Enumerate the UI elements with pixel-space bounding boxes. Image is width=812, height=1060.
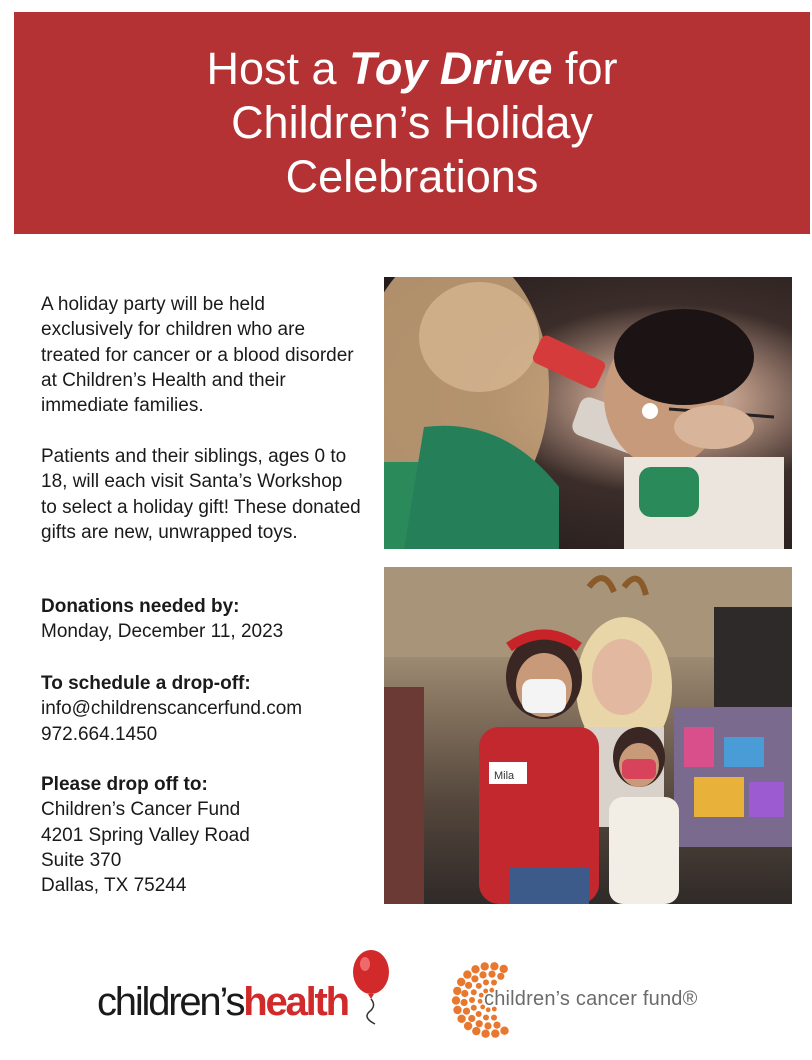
logo-dot	[479, 993, 484, 998]
childrens-health-wordmark	[97, 980, 348, 1025]
logo-dot	[500, 1027, 508, 1035]
schedule-block	[41, 671, 302, 747]
schedule-heading: To schedule a drop-off:	[41, 673, 251, 694]
logo-dot	[500, 965, 508, 973]
logo-dot	[465, 982, 472, 989]
logo-dot	[469, 997, 475, 1003]
title-banner	[14, 12, 810, 234]
deadline-heading: Donations needed by:	[41, 596, 240, 617]
logo-dot	[476, 1011, 482, 1017]
ccf-wordmark: children’s cancer fund®	[484, 988, 698, 1010]
logo-dot	[453, 1006, 461, 1014]
logo-dot	[481, 1030, 489, 1038]
face-painting-photo	[384, 277, 792, 549]
title-text: for	[552, 43, 618, 94]
logo-dot	[483, 1015, 489, 1021]
logo-dot	[476, 983, 482, 989]
contact-email[interactable]: info@childrenscancerfund.com	[41, 698, 303, 720]
intro-paragraph-1: A holiday party will be held exclusively for children who are treated for cancer or a blood disorder at Children’s Health and their immediate families.	[41, 294, 354, 417]
logo-dot	[461, 999, 468, 1006]
logo-dot	[476, 1020, 483, 1027]
logo-dot	[479, 971, 486, 978]
childrens-cancer-fund-logo	[448, 958, 718, 1042]
logo-dot	[452, 996, 460, 1004]
santa-workshop-photo	[384, 567, 792, 904]
logo-dot	[491, 1015, 497, 1021]
address-line-1: Children’s Cancer Fund	[41, 799, 241, 821]
name-tag-text: Mila	[494, 770, 515, 782]
logo-dot	[471, 1005, 477, 1011]
logo-dot	[463, 970, 471, 978]
santa-workshop-illustration	[384, 567, 792, 904]
deadline-date: Monday, December 11, 2023	[41, 621, 284, 643]
logo-dot	[471, 965, 479, 973]
logo-dot	[461, 990, 468, 997]
address-line-4: Dallas, TX 75244	[41, 875, 187, 897]
logo-dot	[471, 989, 477, 995]
logo-dot	[490, 962, 498, 970]
title-line-2: Children’s Holiday	[231, 97, 593, 148]
logo-dot	[468, 1015, 475, 1022]
logo-dot	[478, 999, 483, 1004]
logo-dot	[493, 1022, 500, 1029]
dropoff-block	[41, 772, 250, 898]
balloon-icon	[347, 948, 397, 1026]
childrens-health-word-1: children’s	[97, 980, 244, 1024]
logo-dot	[453, 987, 461, 995]
contact-phone[interactable]: 972.664.1450	[41, 723, 158, 745]
logo-dot	[471, 975, 478, 982]
title-text: Host a	[206, 43, 350, 94]
title-emphasis: Toy Drive	[349, 43, 553, 94]
childrens-health-word-2: health	[243, 980, 348, 1024]
logo-dot	[457, 1015, 465, 1023]
title-line-1	[14, 42, 810, 96]
logo-dot	[491, 1029, 499, 1037]
childrens-health-logo	[97, 948, 397, 1028]
logo-dot	[491, 980, 497, 986]
face-painting-illustration	[384, 277, 792, 549]
logo-dot	[488, 971, 495, 978]
logo-dot	[481, 962, 489, 970]
intro-paragraph-2: Patients and their siblings, ages 0 to 18, will each visit Santa’s Workshop to select a holiday gift! These donated gifts are new, unwrapped toys.	[41, 446, 361, 543]
logo-dot	[484, 1022, 491, 1029]
deadline-block	[41, 594, 283, 645]
logo-dot	[457, 978, 465, 986]
logo-dot	[497, 973, 504, 980]
logo-dot	[472, 1027, 480, 1035]
address-line-2: 4201 Spring Valley Road	[41, 824, 250, 846]
logo-dot	[463, 1008, 470, 1015]
logo-dot	[483, 979, 489, 985]
title-line-3: Celebrations	[285, 151, 539, 202]
logo-dot	[464, 1022, 472, 1030]
dropoff-heading: Please drop off to:	[41, 774, 208, 795]
address-line-3: Suite 370	[41, 849, 122, 871]
